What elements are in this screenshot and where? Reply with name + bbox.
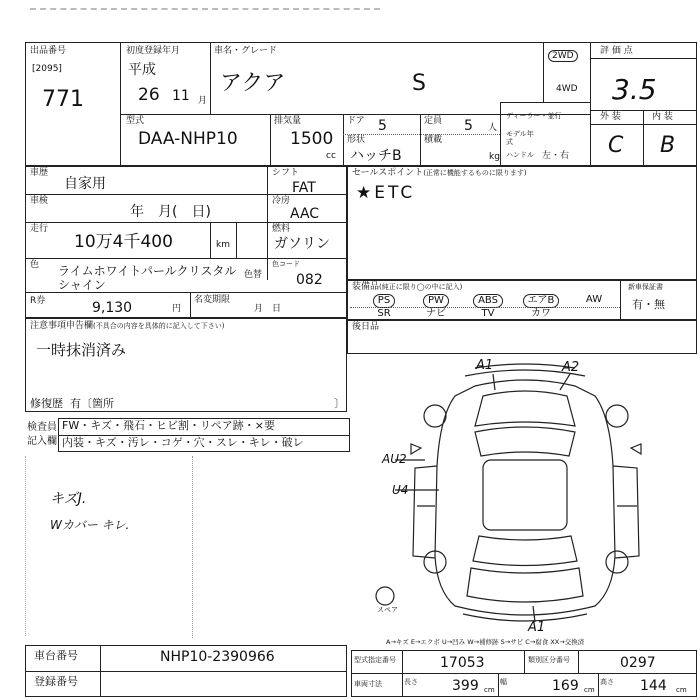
type-no-label: 型式指定番号 xyxy=(354,656,396,664)
ac-value: AAC xyxy=(290,206,320,222)
inspector-label-1: 検査員 xyxy=(27,422,57,433)
shape-label: 形状 xyxy=(347,135,366,145)
drive-4wd: 4WD xyxy=(556,84,578,94)
chassis-value: NHP10-2390966 xyxy=(160,649,275,665)
doors-label: ドア xyxy=(347,116,365,126)
repair-label: 修復歴 xyxy=(30,397,63,410)
repair-end: 〕 xyxy=(334,397,345,410)
width-unit: cm xyxy=(584,686,595,694)
capacity-value: 5 xyxy=(464,118,473,134)
class-no-value: 0297 xyxy=(620,655,656,671)
length-label: 長さ xyxy=(404,678,418,686)
inspection-value: 年 月( 日) xyxy=(130,204,211,220)
dealer-label: ディーラー・並行 xyxy=(506,112,562,120)
class-no-label: 類別区分番号 xyxy=(528,656,570,664)
after-items-label: 後日品 xyxy=(352,322,380,332)
name-grade-label: 車名・グレード xyxy=(214,46,278,56)
first-reg-label: 初度登録年月 xyxy=(126,46,181,56)
mark-u4-left: U4 xyxy=(392,483,409,497)
after-items-frame xyxy=(347,320,697,354)
warranty-value: 有・無 xyxy=(632,298,665,311)
equip-leather: カワ xyxy=(531,308,551,319)
equipment-label: 装備品(純正に限り◯の中に記入) xyxy=(352,282,463,292)
lot-label: 出品番号 xyxy=(30,46,67,56)
mark-a2-front: A2 xyxy=(562,360,580,375)
reg-year: 26 xyxy=(138,85,160,105)
length-unit: cm xyxy=(484,686,495,694)
exterior-value: C xyxy=(608,133,624,158)
equip-ps: PS xyxy=(360,294,408,308)
ac-label: 冷房 xyxy=(272,196,291,206)
recycle-value: 9,130 xyxy=(92,300,133,316)
equip-airbag: エアB xyxy=(516,294,566,308)
width-value: 169 xyxy=(552,678,579,694)
equip-navi: ナビ xyxy=(426,308,446,319)
equip-abs: ABS xyxy=(464,294,512,308)
type-no-value: 17053 xyxy=(440,655,485,671)
chassis-label: 車台番号 xyxy=(34,649,78,662)
sales-point-label: セールスポイント(正常に機能するものに限ります) xyxy=(352,168,527,178)
height-label: 高さ xyxy=(600,678,614,686)
top-perforation xyxy=(30,8,380,10)
recycle-label: R券 xyxy=(30,296,46,306)
inspector-fw-row: FW・キズ・飛石・ヒビ割・リペア跡・×要 xyxy=(62,419,275,432)
notes-text: 一時抹消済み xyxy=(36,341,127,359)
size-ref-label: 車両寸法 xyxy=(354,680,382,688)
grade: S xyxy=(412,71,426,96)
lot-sub: [2095] xyxy=(32,64,62,74)
mileage-label: 走行 xyxy=(30,224,49,234)
displacement-value: 1500 xyxy=(290,129,334,149)
history-label: 車歴 xyxy=(30,168,49,178)
drive-2wd: 2WD xyxy=(548,50,578,62)
km-unit: km xyxy=(216,240,230,250)
reg-month: 11 xyxy=(172,88,190,104)
interior-label: 内 装 xyxy=(652,112,673,122)
inspector-int-row: 内装・キズ・汚レ・コゲ・穴・スレ・キレ・破レ xyxy=(62,436,304,449)
cc-unit: cc xyxy=(326,151,336,161)
handle-label: ハンドル xyxy=(506,151,534,159)
car-name: アクア xyxy=(220,71,286,96)
kg-unit: kg xyxy=(489,152,500,162)
plate-change-value: 月 日 xyxy=(254,304,282,314)
model-year-label: モデル年式 xyxy=(506,130,534,146)
equip-tv: TV xyxy=(481,308,495,319)
model-label: 型式 xyxy=(126,116,145,126)
score-label: 評 価 点 xyxy=(600,46,633,56)
shift-label: シフト xyxy=(272,168,300,178)
lot-number: 771 xyxy=(42,87,84,112)
exterior-label: 外 装 xyxy=(600,112,621,122)
color-label: 色 xyxy=(30,260,40,270)
era: 平成 xyxy=(128,62,156,78)
plate-change-label: 名変期限 xyxy=(194,295,231,305)
memo-area xyxy=(25,456,348,636)
equip-sr: SR xyxy=(377,308,391,319)
inspector-label-2: 記入欄 xyxy=(27,436,57,447)
reg-number-label: 登録番号 xyxy=(34,675,78,688)
color-change-label: 色替 xyxy=(244,270,263,280)
capacity-label: 定員 xyxy=(424,116,443,126)
reg-month-unit: 月 xyxy=(198,96,208,106)
mileage-value: 10万4千400 xyxy=(74,232,173,252)
height-value: 144 xyxy=(640,678,667,694)
displacement-label: 排気量 xyxy=(274,116,302,126)
memo-line-1: キズJ. xyxy=(50,491,87,507)
repair-value: 有〔箇所 xyxy=(70,397,114,410)
warranty-label: 新車保証書 xyxy=(628,283,663,291)
model-value: DAA-NHP10 xyxy=(138,129,238,149)
mark-a1-front: A1 xyxy=(476,358,494,373)
inspection-label: 車検 xyxy=(30,196,49,206)
fuel-label: 燃料 xyxy=(272,224,291,234)
recycle-unit: 円 xyxy=(172,304,182,314)
color-code-label: 色コード xyxy=(272,260,300,268)
score-value: 3.5 xyxy=(612,73,657,106)
load-label: 積載 xyxy=(424,135,443,145)
mark-a1-rear: A1 xyxy=(528,620,546,635)
width-label: 幅 xyxy=(500,678,507,686)
doors-value: 5 xyxy=(378,118,387,134)
length-value: 399 xyxy=(452,678,479,694)
equip-aw: AW xyxy=(585,294,603,305)
capacity-unit: 人 xyxy=(488,123,498,133)
shift-value: FAT xyxy=(292,180,316,196)
color-code-value: 082 xyxy=(296,272,323,288)
fuel-value: ガソリン xyxy=(274,236,330,252)
equip-pw: PW xyxy=(412,294,460,308)
history-value: 自家用 xyxy=(64,176,106,192)
spare-label: スペア xyxy=(377,606,398,614)
color-value: ライムホワイトパールクリスタルシャイン xyxy=(58,264,237,292)
shape-value: ハッチB xyxy=(350,148,402,164)
notes-label: 注意事項申告欄(不具合の内容を具体的に記入して下さい) xyxy=(30,321,225,331)
damage-legend: A→キズ E→エクボ U→凹み W→補修跡 S→サビ C→腐食 XX→交換済 xyxy=(386,638,585,646)
memo-line-2: Wカバー キレ. xyxy=(50,518,130,532)
mark-au2-left: AU2 xyxy=(382,452,407,466)
height-unit: cm xyxy=(676,686,687,694)
handle-value: 左・右 xyxy=(542,151,570,161)
interior-value: B xyxy=(660,133,676,158)
sales-point-value: ★ETC xyxy=(356,183,416,203)
